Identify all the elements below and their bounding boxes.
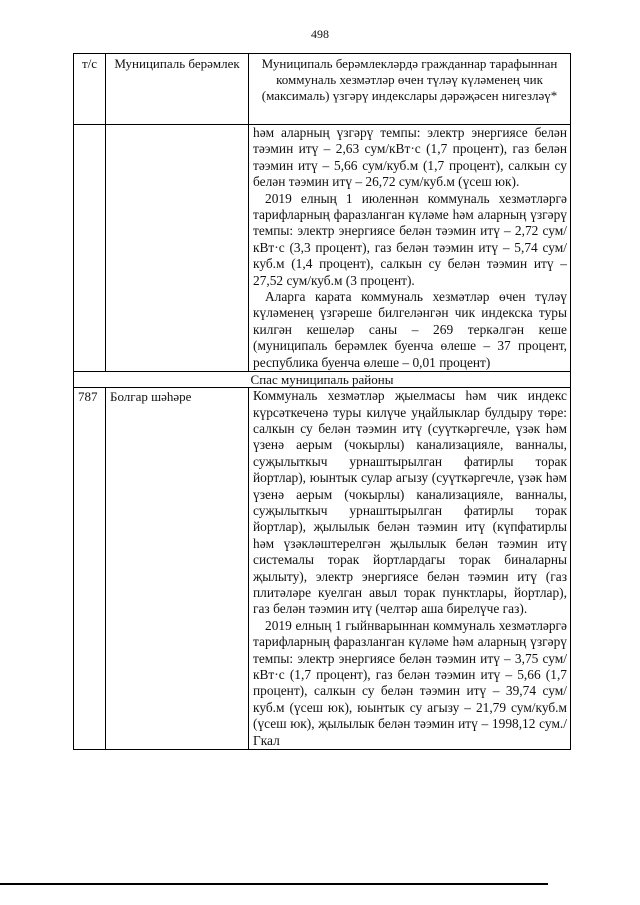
continuation-row (74, 125, 571, 372)
section-row (74, 372, 571, 388)
header-col-number: т/с (81, 56, 98, 71)
row-municipality: Болгар шәһәре (106, 388, 249, 750)
section-title: Спас муниципаль районы (74, 372, 571, 388)
continuation-paragraph: Аларга карата коммуналь хезмәтләр өчен түләү күләменең үзгәреше билгеләнгән чик индекска туры килгән кешеләр саны – 269 теркәлгән кеше (муниципаль берәмлек буенча өлеше – 37 процент, республика буенча өлеше – 0,01 процент) (253, 289, 567, 370)
row-paragraph: 2019 елның 1 гыйнварыннан коммуналь хезмәтләргә тарифларның фаразланган күләме һәм аларның үзгәрү темпы: электр энергиясе белән тәэмин итү – 3,75 сум/кВт·с (1,7 процент), газ белән тәэмин итү – 5,66 (1,7 процент), салкын су белән тәэмин итү – 39,74 сум/куб.м (үсеш юк), юынтык су агызу – 21,79 сум/куб.м (үсеш юк), җылылык белән тәэмин итү – 1998,12 сум./Гкал (253, 617, 567, 748)
page-number: 498 (311, 27, 329, 41)
continuation-paragraph: һәм аларның үзгәрү темпы: электр энергиясе белән тәэмин итү – 2,63 сум/кВт·с (1,7 процент), газ белән тәэмин итү – 5,66 сум/куб.м (1,7 процент), салкын су белән тәэмин итү – 26,72 сум/куб.м (үсеш юк). (253, 125, 567, 190)
row-paragraph: Коммуналь хезмәтләр җыелмасы һәм чик индекс күрсәткеченә туры килүче уңайлыклар булдыру төре: салкын су белән тәэмин итү (суүткәргечле, үзәк һәм үзенә аерым (чокырлы) канализацияле, ванналы, суҗылыткыч урнаштырылган фатирлы торак йортлар), юынтык сулар агызу (суүткәргечле, үзәк һәм үзенә аерым (чокырлы) канализацияле, ванналы, суҗылыткыч урнаштырылган фатирлы торак йортлар), җылылык белән тәэмин итү (күпфатирлы һәм үзәкләштерелгән җылылык белән тәэмин итү системалы торак йортлардагы торак биналарны җылыту), электр энергиясе белән тәэмин итү (газ плитәләре куелган авыл торак пунктлары, йортлар), газ белән тәэмин итү (челтәр аша бирелүче газ). (253, 388, 567, 617)
continuation-paragraph: 2019 елның 1 июленнән коммуналь хезмәтләргә тарифларның фаразланган күләме һәм аларның үзгәрү темпы: электр энергиясе белән тәэмин итү – 2,72 сум/кВт·с (3,3 процент), газ белән тәэмин итү – 5,74 сум/куб.м (1,4 процент), салкын су белән тәэмин итү – 27,52 сум/куб.м (3 процент). (253, 190, 567, 288)
table-header-row (74, 54, 571, 125)
header-col-municipality: Муниципаль берәмлек (114, 56, 240, 71)
bottom-rule (0, 883, 548, 885)
table-row (74, 388, 571, 750)
document-table (73, 53, 571, 750)
row-number: 787 (74, 388, 106, 750)
header-col-justification: Муниципаль берәмлекләрдә гражданнар тарафыннан коммуналь хезмәтләр өчен түләү күләменең чик (максималь) үзгәрү индекслары дәрәҗәсен нигезләү* (261, 56, 558, 103)
